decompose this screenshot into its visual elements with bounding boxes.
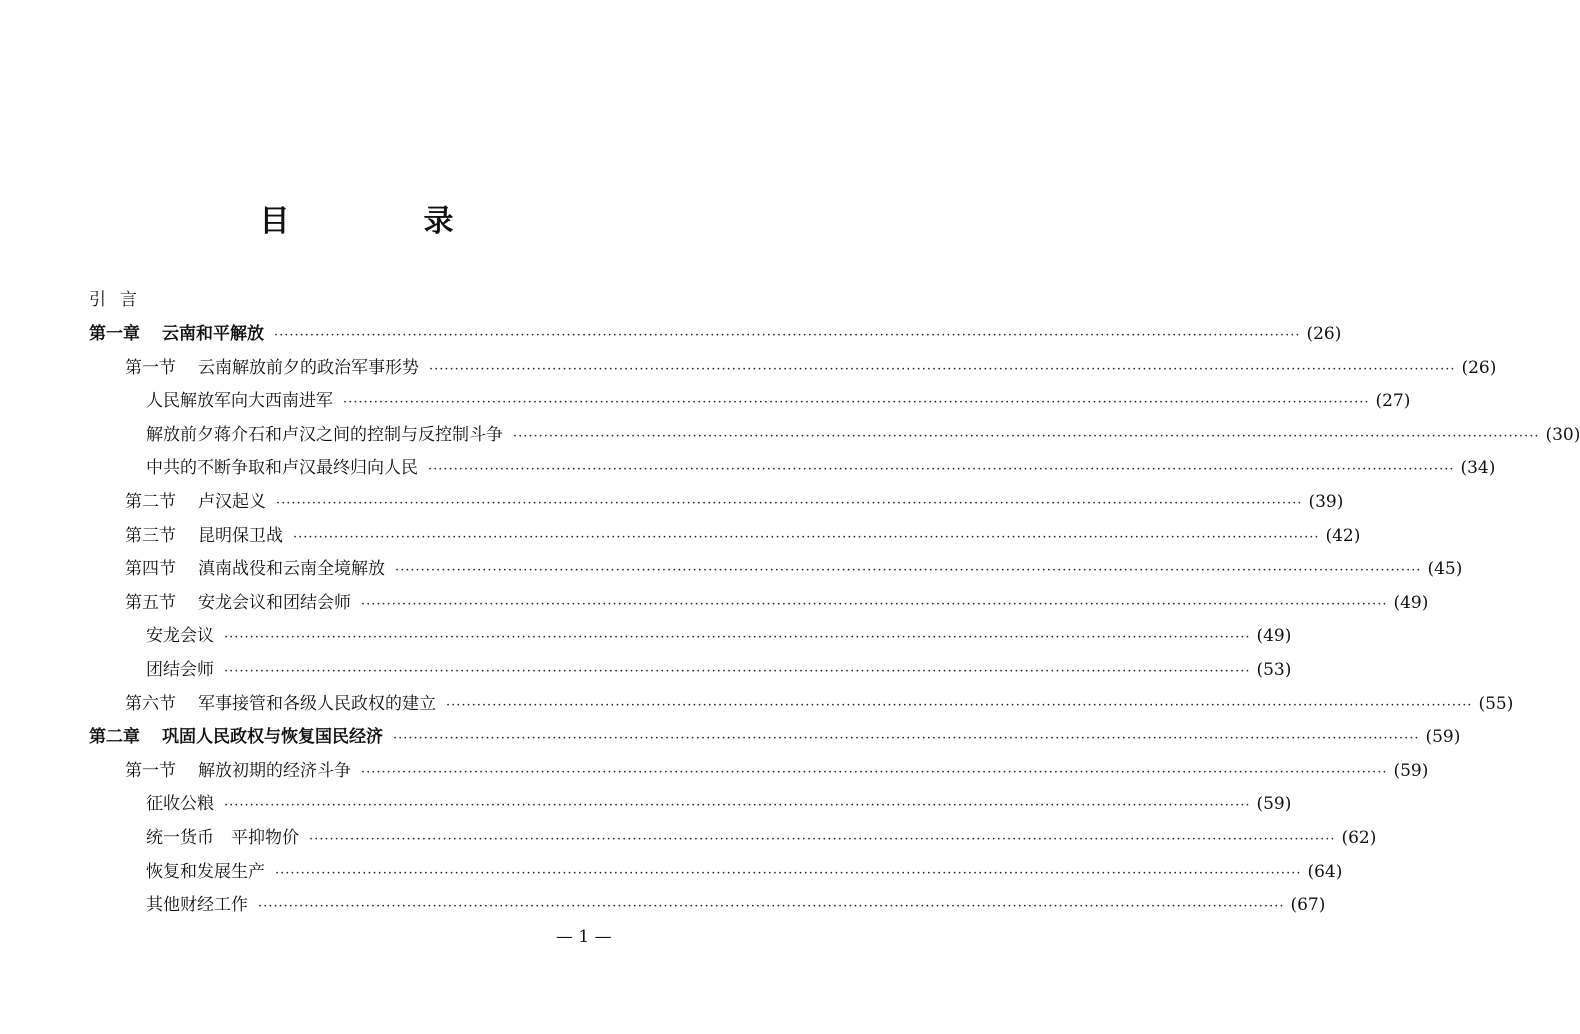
toc-entry-title: 征收公粮 — [146, 794, 214, 815]
toc-entry-label — [125, 524, 283, 548]
toc-entry[interactable] — [125, 591, 1429, 615]
toc-entry-page: (59) — [1425, 727, 1461, 748]
dot-leader: ········································································································································································································ — [258, 899, 1285, 915]
toc-entry-title: 卢汉起义 — [198, 492, 266, 512]
dot-leader: ········································································································································································································ — [395, 563, 1422, 579]
dot-leader: ········································································································································································································ — [393, 731, 1420, 747]
toc-entry-page: (26) — [1306, 324, 1342, 344]
toc-entry-label — [125, 692, 436, 716]
dot-leader: ········································································································································································································ — [275, 865, 1302, 881]
toc-entry-page: (53) — [1256, 660, 1292, 680]
toc-entry-page: (27) — [1375, 391, 1411, 412]
toc-entry-number: 第一节 — [125, 760, 176, 781]
toc-entry-title: 人民解放军向大西南进军 — [146, 391, 333, 412]
toc-entry-title: 军事接管和各级人民政权的建立 — [198, 693, 436, 714]
toc-entry-label — [89, 322, 264, 346]
dot-leader: ········································································································································································································ — [446, 697, 1473, 713]
toc-intro-entry[interactable]: 引言 — [89, 290, 151, 310]
dot-leader: ········································································································································································································ — [224, 798, 1251, 814]
toc-entry-page: (55) — [1478, 693, 1514, 714]
toc-entry-page: (64) — [1307, 861, 1343, 882]
toc-entry-label — [125, 490, 266, 514]
toc-entry-number: 第一章 — [89, 324, 140, 344]
toc-entry-label — [146, 624, 214, 648]
toc-entry-label — [146, 456, 418, 480]
toc-entry-number: 第二节 — [125, 492, 176, 512]
toc-entry[interactable] — [146, 423, 1580, 447]
toc-entry-label — [146, 389, 333, 413]
toc-entry-label — [125, 759, 351, 783]
toc-entry-label — [125, 557, 385, 581]
toc-entry-title: 恢复和发展生产 — [146, 861, 265, 882]
toc-entry-title: 团结会师 — [146, 660, 214, 680]
toc-entry[interactable] — [146, 389, 1411, 413]
toc-entry[interactable] — [146, 456, 1496, 480]
dot-leader: ········································································································································································································ — [513, 428, 1540, 444]
toc-entry-label — [146, 423, 503, 447]
toc-entry[interactable] — [146, 792, 1292, 816]
toc-entry[interactable] — [146, 860, 1343, 884]
toc-entry-page: (59) — [1393, 760, 1429, 781]
toc-entry[interactable] — [146, 893, 1326, 917]
dot-leader: ········································································································································································································ — [224, 664, 1251, 679]
toc-entry-title: 安龙会议 — [146, 626, 214, 647]
toc-entry-page: (59) — [1256, 794, 1292, 815]
toc-entry[interactable] — [125, 490, 1344, 514]
toc-entry[interactable] — [146, 826, 1377, 850]
toc-entry-title: 解放前夕蒋介石和卢汉之间的控制与反控制斗争 — [146, 424, 503, 445]
toc-entry-page: (67) — [1290, 895, 1326, 916]
toc-entry[interactable] — [125, 557, 1463, 581]
toc-entry-number: 第五节 — [125, 592, 176, 613]
toc-entry[interactable] — [125, 692, 1514, 716]
toc-entry-title: 安龙会议和团结会师 — [198, 592, 351, 613]
toc-entry-number: 第三节 — [125, 525, 176, 546]
toc-entry-page: (34) — [1460, 458, 1496, 479]
toc-entry-title: 云南和平解放 — [162, 324, 264, 344]
toc-entry-title: 统一货币 平抑物价 — [146, 828, 299, 848]
toc-entry-label — [89, 725, 383, 749]
toc-entry-page: (30) — [1545, 424, 1580, 445]
toc-entry-title: 巩固人民政权与恢复国民经济 — [162, 727, 383, 748]
dot-leader: ········································································································································································································ — [361, 764, 1388, 780]
toc-entry[interactable] — [125, 356, 1497, 380]
toc-entry[interactable] — [89, 725, 1461, 749]
dot-leader: ········································································································································································································ — [274, 328, 1301, 343]
dot-leader: ········································································································································································································ — [361, 596, 1388, 612]
toc-entry-title: 中共的不断争取和卢汉最终归向人民 — [146, 458, 418, 479]
toc-entry-page: (49) — [1256, 626, 1292, 647]
toc-entry-title: 昆明保卫战 — [198, 525, 283, 546]
toc-entry-number: 第一节 — [125, 357, 176, 378]
toc-entry-page: (42) — [1325, 525, 1361, 546]
dot-leader: ········································································································································································································ — [293, 529, 1320, 545]
dot-leader: ········································································································································································································ — [343, 395, 1370, 411]
toc-entry-label — [146, 860, 265, 884]
toc-entry[interactable] — [89, 322, 1342, 346]
dot-leader: ········································································································································································································ — [429, 361, 1456, 377]
toc-entry-title: 其他财经工作 — [146, 895, 248, 916]
dot-leader: ········································································································································································································ — [224, 630, 1251, 646]
dot-leader: ········································································································································································································ — [309, 832, 1336, 847]
toc-entry-page: (62) — [1341, 828, 1377, 848]
page-number: — 1 — — [556, 927, 612, 947]
toc-entry-title: 云南解放前夕的政治军事形势 — [198, 357, 419, 378]
toc-entry-title: 解放初期的经济斗争 — [198, 760, 351, 781]
toc-entry[interactable] — [125, 524, 1361, 548]
toc-entry[interactable] — [125, 759, 1429, 783]
toc-entry-number: 第四节 — [125, 559, 176, 580]
page-title: 目 录 — [259, 204, 506, 239]
toc-entry-title: 滇南战役和云南全境解放 — [198, 559, 385, 580]
toc-entry-label — [146, 893, 248, 917]
toc-entry-number: 第六节 — [125, 693, 176, 714]
toc-entry-label — [125, 591, 351, 615]
toc-entry[interactable] — [146, 624, 1292, 648]
dot-leader: ········································································································································································································ — [276, 496, 1303, 511]
dot-leader: ········································································································································································································ — [428, 462, 1455, 478]
toc-entry-page: (39) — [1308, 492, 1344, 512]
toc-entry-label — [125, 356, 419, 380]
toc-entry-label — [146, 792, 214, 816]
toc-entry-label — [146, 826, 299, 850]
toc-entry-page: (26) — [1461, 357, 1497, 378]
toc-entry-page: (49) — [1393, 592, 1429, 613]
toc-entry-number: 第二章 — [89, 727, 140, 748]
toc-entry-page: (45) — [1427, 559, 1463, 580]
toc-entry[interactable] — [146, 658, 1292, 682]
toc-entry-label — [146, 658, 214, 682]
